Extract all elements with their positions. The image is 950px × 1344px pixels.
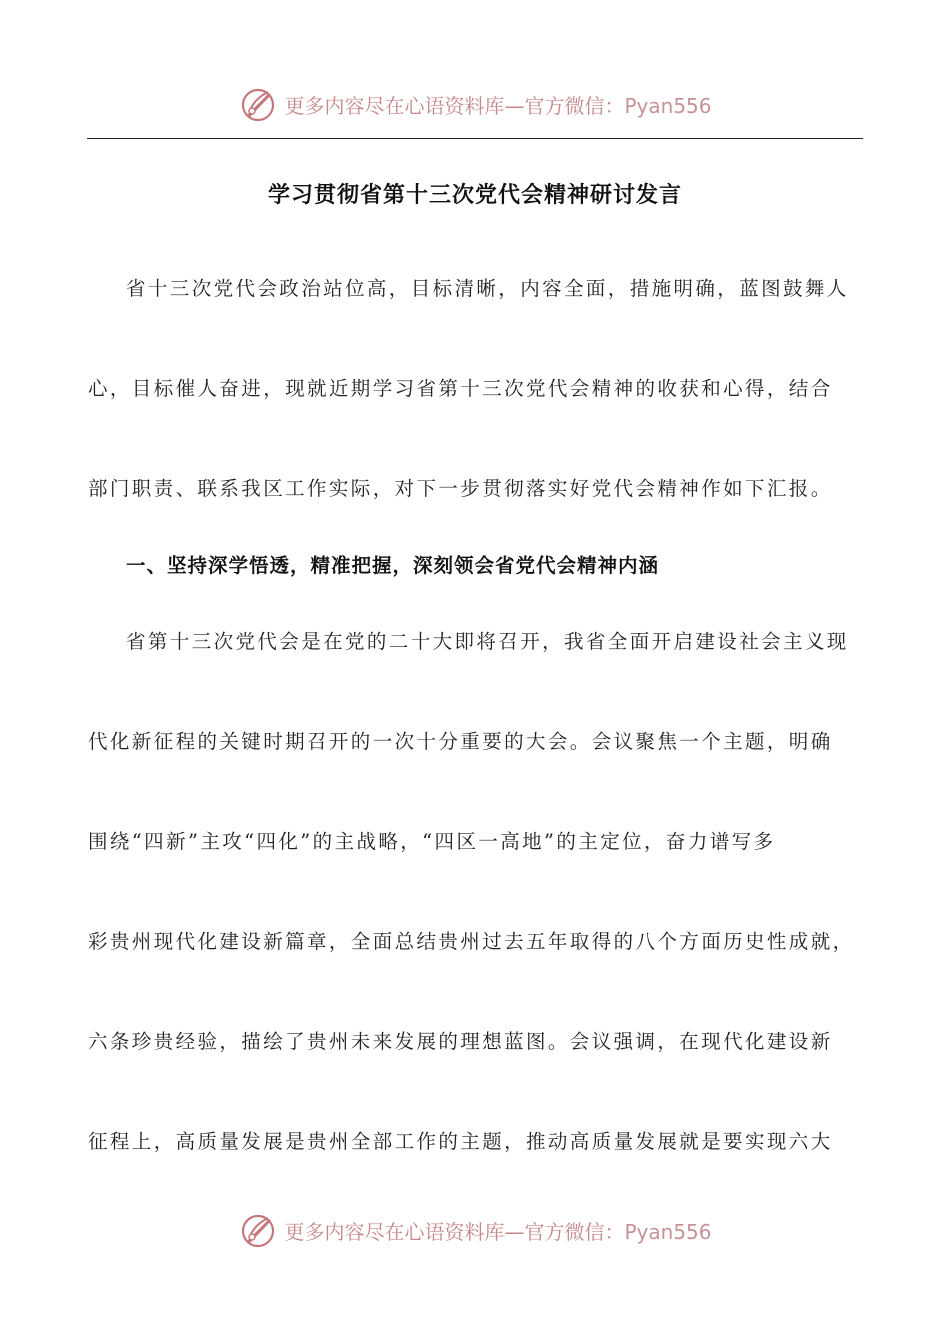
banner-text <box>284 1216 711 1245</box>
header-divider <box>87 138 863 139</box>
section-heading-1: 一、坚持深学悟透，精准把握，深刻领会省党代会精神内涵 <box>126 554 660 577</box>
body-line-8: 彩贵州现代化建设新篇章，全面总结贵州过去五年取得的八个方面历史性成就， <box>88 930 855 953</box>
body-line-5: 省第十三次党代会是在党的二十大即将召开，我省全面开启建设社会主义现 <box>126 630 849 653</box>
banner-text <box>284 90 711 119</box>
banner-label: 更多内容尽在心语资料库—官方微信： <box>284 93 625 118</box>
body-line-2: 心，目标催人奋进，现就近期学习省第十三次党代会精神的收获和心得，结合 <box>88 377 833 400</box>
body-line-7: 围绕“四新”主攻“四化”的主战略，“四区一高地”的主定位，奋力谱写多 <box>88 830 776 853</box>
quill-logo-icon <box>238 1210 278 1250</box>
quill-logo-icon <box>238 84 278 124</box>
body-line-10: 征程上，高质量发展是贵州全部工作的主题，推动高质量发展就是要实现六大 <box>88 1130 833 1153</box>
document-title: 学习贯彻省第十三次党代会精神研讨发言 <box>267 182 682 208</box>
header-banner <box>0 82 950 126</box>
footer-banner <box>0 1208 950 1252</box>
banner-label: 更多内容尽在心语资料库—官方微信： <box>284 1219 625 1244</box>
body-line-6: 代化新征程的关键时期召开的一次十分重要的大会。会议聚焦一个主题，明确 <box>88 730 833 753</box>
body-line-3: 部门职责、联系我区工作实际，对下一步贯彻落实好党代会精神作如下汇报。 <box>88 477 833 500</box>
banner-wechat-id: Pyan556 <box>624 1219 712 1244</box>
body-line-9: 六条珍贵经验，描绘了贵州未来发展的理想蓝图。会议强调，在现代化建设新 <box>88 1030 833 1053</box>
banner-wechat-id: Pyan556 <box>624 93 712 118</box>
body-line-1: 省十三次党代会政治站位高，目标清晰，内容全面，措施明确，蓝图鼓舞人 <box>126 277 849 300</box>
